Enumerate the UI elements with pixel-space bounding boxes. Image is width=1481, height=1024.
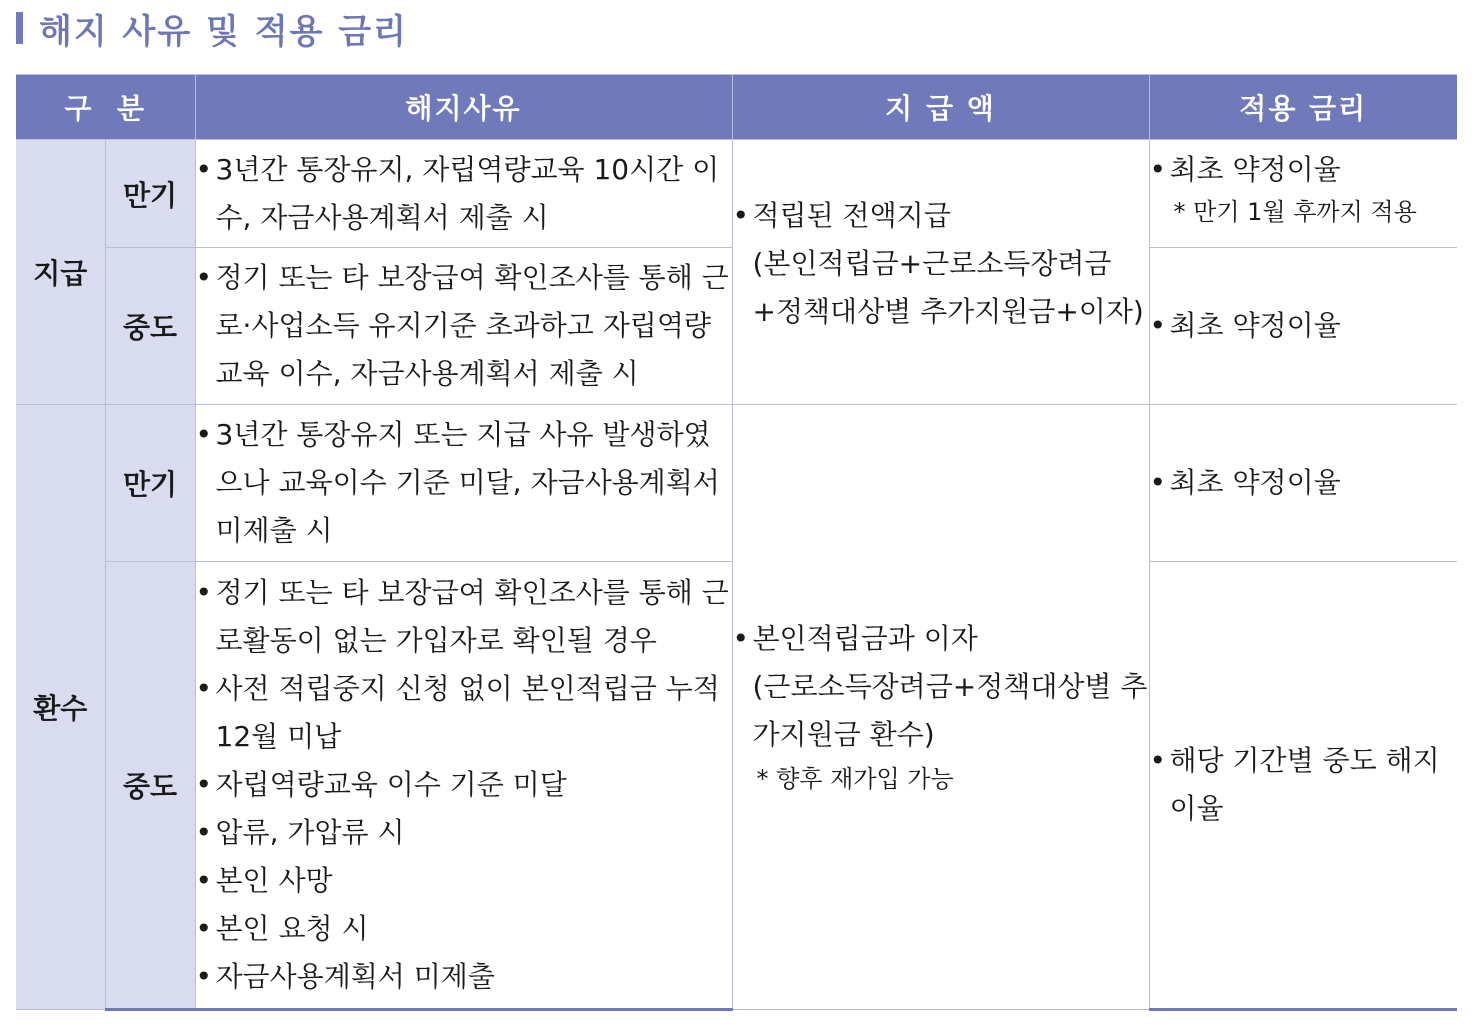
reason-item: • 압류, 가압류 시 (196, 809, 732, 857)
payment-main: • 본인적립금과 이자 (근로소득장려금+정책대상별 추가지원금 환수) (733, 615, 1149, 759)
subcategory-cell: 중도 (105, 248, 195, 405)
section-title (16, 6, 408, 50)
rate-item: • 해당 기간별 중도 해지 이율 (1150, 737, 1458, 833)
reason-item: • 사전 적립중지 신청 없이 본인적립금 누적 12월 미납 (196, 665, 732, 761)
payment-detail: (근로소득장려금+정책대상별 추가지원금 환수) (752, 670, 1148, 751)
rate-item: • 최초 약정이율 (1150, 146, 1458, 194)
payment-detail: (본인적립금+근로소득장려금+정책대상별 추가지원금+이자) (752, 247, 1144, 328)
reason-item: • 3년간 통장유지 또는 지급 사유 발생하였으나 교육이수 기준 미달, 자금사용계획서 미제출 시 (196, 411, 732, 555)
reason-item: • 본인 사망 (196, 857, 732, 905)
reason-item: • 자립역량교육 이수 기준 미달 (196, 761, 732, 809)
header-category: 구 분 (16, 75, 195, 140)
reason-cell (195, 562, 732, 1010)
payment-note: * 향후 재가입 가능 (756, 765, 954, 793)
table-row (16, 140, 1457, 248)
payment-main: • 적립된 전액지급 (본인적립금+근로소득장려금+정책대상별 추가지원금+이자) (733, 192, 1149, 336)
table-header-row (16, 75, 1457, 140)
payment-cell (732, 405, 1149, 1010)
rate-cell (1149, 140, 1457, 248)
table-row (16, 405, 1457, 562)
subcategory-cell: 만기 (105, 140, 195, 248)
reason-item: • 3년간 통장유지, 자립역량교육 10시간 이수, 자금사용계획서 제출 시 (196, 146, 732, 242)
rate-item: • 최초 약정이율 (1150, 459, 1458, 507)
termination-table (16, 74, 1457, 1011)
subcategory-cell: 중도 (105, 562, 195, 1010)
rate-cell (1149, 248, 1457, 405)
page-title: 해지 사유 및 적용 금리 (39, 11, 408, 52)
reason-item: • 정기 또는 타 보장급여 확인조사를 통해 근로·사업소득 유지기준 초과하고 자립역량교육 이수, 자금사용계획서 제출 시 (196, 254, 732, 398)
payment-cell (732, 140, 1149, 405)
reason-cell (195, 248, 732, 405)
reason-item: • 본인 요청 시 (196, 905, 732, 953)
rate-item: • 최초 약정이율 (1150, 302, 1458, 350)
category-cell-payout: 지급 (16, 140, 105, 405)
title-accent-bar (16, 12, 23, 44)
rate-note: * 만기 1월 후까지 적용 (1173, 198, 1417, 226)
reason-cell (195, 140, 732, 248)
category-cell-clawback: 환수 (16, 405, 105, 1010)
reason-item: • 자금사용계획서 미제출 (196, 953, 732, 1001)
reason-item: • 정기 또는 타 보장급여 확인조사를 통해 근로활동이 없는 가입자로 확인될 경우 (196, 569, 732, 665)
header-rate: 적용 금리 (1149, 75, 1457, 140)
rate-cell (1149, 562, 1457, 1010)
header-reason: 해지사유 (195, 75, 732, 140)
reason-cell (195, 405, 732, 562)
header-payment: 지 급 액 (732, 75, 1149, 140)
rate-cell (1149, 405, 1457, 562)
subcategory-cell: 만기 (105, 405, 195, 562)
